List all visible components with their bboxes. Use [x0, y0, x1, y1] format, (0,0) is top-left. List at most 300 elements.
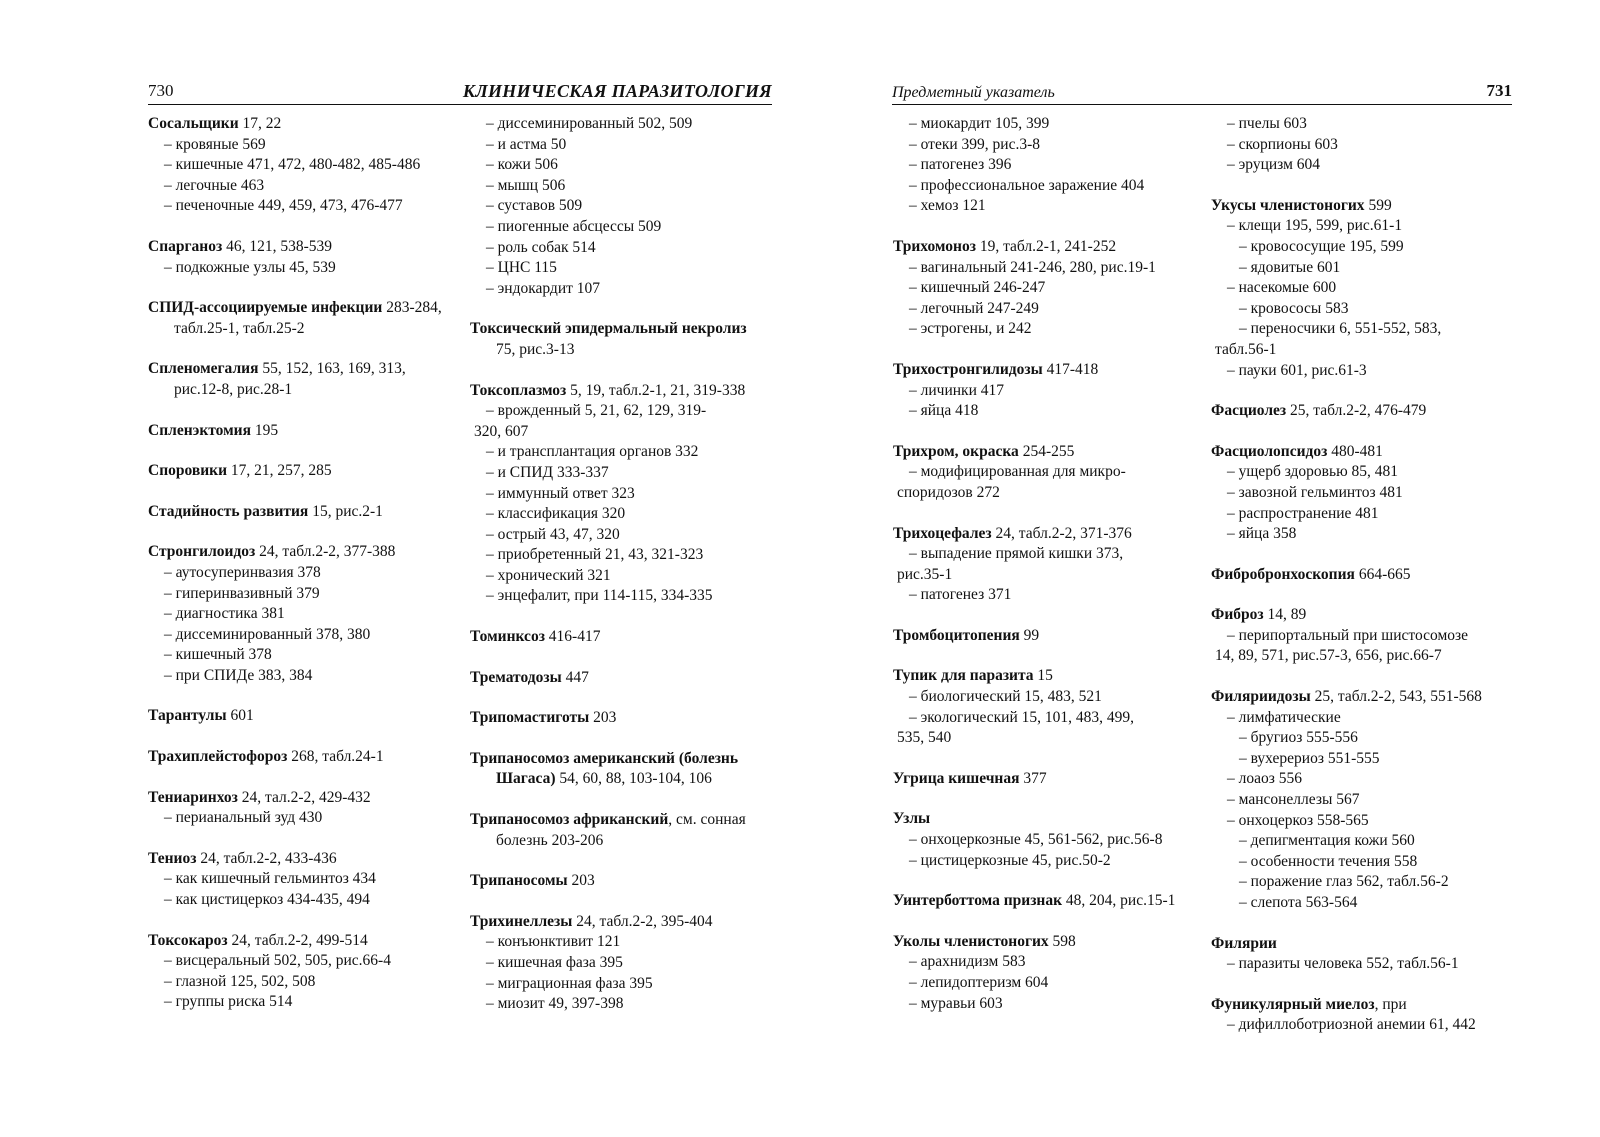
index-entry	[148, 359, 448, 400]
index-subentry	[148, 135, 448, 156]
index-subentry	[470, 279, 760, 300]
index-subentry-text: – глазной 125, 502, 508	[164, 972, 316, 990]
index-refs: 283-284, табл.25-1, табл.25-2	[174, 299, 442, 337]
index-heading	[148, 237, 448, 258]
index-refs: 599	[1364, 196, 1392, 214]
index-subentry	[148, 890, 448, 911]
index-subentry-text: – миграционная фаза 395	[486, 974, 653, 992]
index-heading	[1211, 934, 1511, 955]
index-term: Тениоз	[148, 849, 197, 867]
index-heading	[893, 360, 1193, 381]
index-subentry	[148, 869, 448, 890]
index-subentry-text: споридозов 272	[897, 483, 1000, 501]
index-subentry-text: – роль собак 514	[486, 238, 596, 256]
index-subentry-text: табл.56-1	[1215, 340, 1277, 358]
index-term: Трипаносомы	[470, 872, 568, 890]
index-subentry-text: – лепидоптеризм 604	[909, 974, 1049, 991]
index-subentry	[1211, 852, 1511, 873]
index-subentry	[470, 176, 760, 197]
index-term: Фасциолопсидоз	[1211, 442, 1328, 460]
index-term: СПИД-ассоциируемые инфекции	[148, 299, 383, 317]
index-entry	[148, 461, 448, 482]
index-heading	[148, 788, 448, 809]
index-term: Фиброз	[1211, 606, 1264, 624]
index-refs: 48, 204, рис.15-1	[1062, 892, 1176, 910]
index-term: Филяриидозы	[1211, 688, 1311, 706]
index-entry	[893, 769, 1193, 790]
index-subentry	[1211, 524, 1511, 545]
index-term: Сосальщики	[148, 115, 239, 132]
index-entry	[470, 381, 760, 608]
index-subentry	[148, 155, 448, 176]
index-heading	[148, 542, 448, 563]
index-subentry	[470, 504, 760, 525]
index-heading	[148, 747, 448, 768]
index-subentry-text: – онхоцеркоз 558-565	[1227, 811, 1369, 829]
index-term: Тромбоцитопения	[893, 626, 1020, 644]
index-subentry-text: – кожи 506	[486, 156, 558, 174]
index-heading	[893, 626, 1193, 647]
index-subentry-text: – миозит 49, 397-398	[486, 995, 624, 1013]
index-subentry	[1211, 299, 1511, 320]
index-subentry-text: – мансонеллезы 567	[1227, 791, 1360, 809]
index-heading	[893, 524, 1193, 545]
index-subentry-text: – хемоз 121	[909, 197, 986, 215]
index-entry	[148, 298, 448, 339]
index-subentry-text: – переносчики 6, 551-552, 583,	[1239, 320, 1442, 338]
index-subentry	[470, 932, 760, 953]
index-subentry	[1211, 216, 1511, 237]
index-refs: 417-418	[1042, 360, 1099, 378]
index-entry	[1211, 605, 1511, 667]
index-term: Филярии	[1211, 934, 1277, 952]
index-term: Тарантулы	[148, 707, 227, 725]
index-subentry-text: – распространение 481	[1227, 504, 1379, 522]
index-term: Споровики	[148, 462, 228, 480]
index-subentry	[893, 994, 1193, 1015]
index-refs: 24, табл.2-2, 433-436	[196, 849, 337, 867]
index-subentry	[893, 851, 1193, 872]
index-subentry-text: – яйца 358	[1227, 525, 1297, 543]
index-entry	[470, 668, 760, 689]
index-subentry-text: – и трансплантация органов 332	[486, 443, 699, 461]
index-heading	[893, 891, 1193, 912]
index-subentry	[893, 258, 1193, 279]
index-subentry-text: – суставов 509	[486, 197, 583, 215]
index-subentry-text: – эндокардит 107	[486, 279, 601, 297]
page-number: 731	[1486, 81, 1512, 100]
index-subentry-text: – дифиллоботриозной анемии 61, 442	[1227, 1016, 1476, 1034]
index-refs: 54, 60, 88, 103-104, 106	[555, 770, 712, 788]
index-subentry	[1211, 626, 1511, 647]
index-subentry-text: – энцефалит, при 114-115, 334-335	[486, 587, 713, 605]
index-refs: 195	[251, 421, 279, 439]
index-subentry-text: – и СПИД 333-337	[486, 463, 609, 481]
index-heading	[148, 298, 448, 339]
index-term: Фибробронхоскопия	[1211, 565, 1355, 583]
index-entry	[893, 237, 1193, 340]
index-refs: 25, табл.2-2, 543, 551-568	[1310, 688, 1482, 706]
index-refs: 268, табл.24-1	[287, 748, 384, 766]
index-subentry	[1211, 361, 1511, 382]
index-subentry-text: – и астма 50	[486, 135, 567, 153]
index-entry	[148, 747, 448, 768]
index-term: Трипомастиготы	[470, 709, 590, 727]
index-entry	[893, 932, 1193, 1014]
index-subentry	[148, 666, 448, 687]
index-heading	[1211, 442, 1511, 463]
index-subentry	[470, 566, 760, 587]
index-subentry	[1211, 728, 1511, 749]
index-subentry-text: – подкожные узлы 45, 539	[164, 258, 336, 276]
index-subentry-text: – лоаоз 556	[1227, 770, 1302, 788]
running-head: Предметный указатель	[892, 84, 1055, 101]
index-heading	[893, 442, 1193, 463]
index-heading	[893, 769, 1193, 790]
index-subentry	[470, 114, 760, 135]
index-subentry-text: – аутосуперинвазия 378	[164, 563, 321, 581]
index-subentry-text: – врожденный 5, 21, 62, 129, 319-	[486, 402, 707, 420]
index-heading	[148, 359, 448, 400]
index-subentry-text: – кровяные 569	[164, 135, 266, 153]
left-page	[0, 0, 790, 1137]
index-term: Трихром, окраска	[893, 442, 1019, 460]
index-subentry-text: рис.35-1	[897, 565, 953, 583]
index-subentry-text: – слепота 563-564	[1239, 894, 1358, 911]
index-subentry	[893, 708, 1193, 729]
index-subentry	[1211, 155, 1511, 176]
index-subentry	[1211, 319, 1511, 340]
index-heading	[470, 708, 760, 729]
index-subentry	[893, 585, 1193, 606]
index-subentry	[893, 973, 1193, 994]
index-heading	[1211, 995, 1511, 1016]
index-refs: 601	[226, 707, 254, 725]
index-subentry	[148, 604, 448, 625]
index-entry	[470, 871, 760, 892]
index-subentry-text: – экологический 15, 101, 483, 499,	[909, 708, 1135, 726]
index-subentry	[148, 584, 448, 605]
index-subentry	[893, 830, 1193, 851]
right-page-header	[892, 74, 1512, 105]
index-term: Спленэктомия	[148, 421, 251, 439]
index-subentry-text: – цистицеркозные 45, рис.50-2	[909, 851, 1111, 869]
index-continuation	[1211, 340, 1511, 361]
index-subentry-text: – особенности течения 558	[1239, 852, 1418, 870]
index-subentry	[470, 994, 760, 1015]
index-subentry-text: – кровососы 583	[1239, 299, 1349, 317]
index-entry	[148, 114, 448, 217]
index-subentry-text: – классификация 320	[486, 505, 626, 523]
index-subentry	[893, 952, 1193, 973]
index-refs: 25, табл.2-2, 476-479	[1286, 402, 1427, 420]
index-heading	[1211, 196, 1511, 217]
index-subentry	[893, 401, 1193, 422]
index-subentry-text: – яйца 418	[909, 402, 979, 420]
index-subentry-text: – кишечный 378	[164, 646, 272, 664]
index-subentry	[893, 381, 1193, 402]
index-subentry-text: – клещи 195, 599, рис.61-1	[1227, 217, 1403, 235]
index-entry	[470, 810, 760, 851]
index-entry	[1211, 565, 1511, 586]
index-subentry	[1211, 872, 1511, 893]
index-refs: 203	[567, 872, 595, 890]
index-subentry	[470, 217, 760, 238]
index-subentry-text: – ЦНС 115	[486, 259, 557, 277]
index-subentry-text: – конъюнктивит 121	[486, 933, 621, 951]
index-subentry	[148, 808, 448, 829]
index-refs: 46, 121, 538-539	[222, 237, 332, 255]
index-entry	[470, 319, 760, 360]
index-heading	[1211, 605, 1511, 626]
index-continuation	[893, 728, 1193, 749]
index-term: Уинтерботтома признак	[893, 892, 1063, 910]
index-entry	[470, 749, 760, 790]
index-continuation	[1211, 646, 1511, 667]
index-subentry-text: – бругиоз 555-556	[1239, 729, 1358, 747]
index-subentry-text: – поражение глаз 562, табл.56-2	[1239, 873, 1449, 891]
index-subentry-text: – гиперинвазивный 379	[164, 584, 320, 602]
index-heading	[470, 668, 760, 689]
index-continuation	[470, 422, 760, 443]
index-subentry-text: 14, 89, 571, рис.57-3, 656, рис.66-7	[1215, 647, 1442, 665]
index-subentry-text: – как цистицеркоз 434-435, 494	[164, 891, 370, 909]
index-subentry-text: 320, 607	[474, 422, 529, 440]
index-subentry-text: – отеки 399, рис.3-8	[909, 135, 1040, 153]
index-entry	[893, 114, 1193, 217]
index-subentry-text: – как кишечный гельминтоз 434	[164, 870, 376, 888]
index-subentry-text: – патогенез 371	[909, 586, 1012, 604]
index-entry	[470, 627, 760, 648]
index-heading	[470, 627, 760, 648]
index-subentry	[893, 687, 1193, 708]
index-subentry-text: – вагинальный 241-246, 280, рис.19-1	[909, 258, 1156, 276]
index-refs: 377	[1019, 769, 1047, 787]
index-subentry-text: – ядовитые 601	[1239, 258, 1341, 276]
index-entry	[893, 626, 1193, 647]
index-subentry-text: – кишечная фаза 395	[486, 954, 623, 971]
index-subentry	[1211, 790, 1511, 811]
index-subentry	[470, 442, 760, 463]
index-subentry	[470, 484, 760, 505]
index-refs: , см. сонная болезнь 203-206	[496, 811, 746, 849]
index-term: Угрица кишечная	[893, 769, 1020, 787]
index-subentry-text: – диссеминированный 502, 509	[486, 115, 693, 132]
index-subentry-text: – легочный 247-249	[909, 299, 1039, 317]
index-subentry	[148, 645, 448, 666]
index-term: Трихомоноз	[893, 237, 976, 255]
index-subentry	[148, 972, 448, 993]
index-subentry	[893, 135, 1193, 156]
index-subentry-text: – модифицированная для микро-	[909, 463, 1126, 481]
index-subentry	[1211, 114, 1511, 135]
index-heading	[470, 381, 760, 402]
index-subentry-text: – печеночные 449, 459, 473, 476-477	[164, 197, 403, 215]
index-term: Укусы членистоногих	[1211, 196, 1365, 214]
index-subentry-text: 535, 540	[897, 729, 952, 747]
index-refs: 15, рис.2-1	[308, 502, 383, 520]
index-heading	[1211, 401, 1511, 422]
index-subentry-text: – онхоцеркозные 45, 561-562, рис.56-8	[909, 831, 1163, 849]
index-entry	[893, 891, 1193, 912]
index-subentry	[1211, 483, 1511, 504]
index-subentry-text: – кровососущие 195, 599	[1239, 237, 1404, 255]
index-entry	[148, 237, 448, 278]
index-subentry-text: – мышц 506	[486, 176, 566, 194]
index-entry	[1211, 196, 1511, 381]
index-term: Токсический эпидермальный некролиз	[470, 320, 747, 338]
index-subentry-text: – легочные 463	[164, 176, 265, 194]
index-subentry	[148, 196, 448, 217]
index-subentry	[1211, 831, 1511, 852]
index-subentry	[1211, 811, 1511, 832]
index-term: Узлы	[893, 810, 931, 828]
index-refs: 17, 22	[238, 115, 282, 132]
index-heading	[470, 912, 760, 933]
index-entry	[893, 524, 1193, 606]
index-heading	[148, 706, 448, 727]
index-term: Томинксоз	[470, 628, 545, 646]
index-column-1	[148, 114, 448, 1033]
index-subentry-text: – патогенез 396	[909, 156, 1012, 174]
index-subentry-text: – лимфатические	[1227, 708, 1341, 726]
index-entry	[1211, 114, 1511, 176]
index-term: Трахиплейстофороз	[148, 748, 288, 766]
index-subentry-text: – личинки 417	[909, 381, 1004, 399]
right-page	[790, 0, 1600, 1137]
index-subentry	[470, 401, 760, 422]
index-term: Тупик для паразита	[893, 667, 1034, 685]
index-refs: 55, 152, 163, 169, 313, рис.12-8, рис.28-1	[174, 360, 406, 398]
index-refs: 14, 89	[1263, 606, 1307, 624]
index-subentry	[1211, 708, 1511, 729]
index-refs: 24, табл.2-2, 377-388	[255, 543, 396, 561]
index-subentry	[470, 258, 760, 279]
index-entry	[1211, 401, 1511, 422]
index-subentry-text: – пчелы 603	[1227, 115, 1307, 132]
index-subentry-text: – при СПИДе 383, 384	[164, 666, 313, 684]
index-refs: 5, 19, табл.2-1, 21, 319-338	[566, 381, 746, 399]
index-term: Трематодозы	[470, 668, 562, 686]
index-refs: 19, табл.2-1, 241-252	[975, 237, 1117, 255]
index-heading	[893, 237, 1193, 258]
index-heading	[470, 749, 760, 790]
index-entry	[893, 666, 1193, 748]
index-term: Спарганоз	[148, 237, 223, 255]
index-refs: 24, тал.2-2, 429-432	[237, 788, 371, 806]
index-subentry-text: – эстрогены, и 242	[909, 320, 1032, 338]
index-subentry-text: – хронический 321	[486, 566, 611, 584]
index-subentry	[893, 176, 1193, 197]
index-term: Трипаносомоз американский (болезнь Шагаса)	[470, 749, 739, 788]
index-term: Тениаринхоз	[148, 788, 238, 806]
index-refs: 24, табл.2-2, 371-376	[991, 524, 1132, 542]
index-subentry	[470, 238, 760, 259]
index-subentry-text: – кишечные 471, 472, 480-482, 485-486	[164, 156, 421, 174]
index-subentry-text: – выпадение прямой кишки 373,	[909, 545, 1124, 563]
index-heading	[148, 114, 448, 135]
index-subentry	[893, 196, 1193, 217]
index-heading	[893, 809, 1193, 830]
index-subentry	[148, 258, 448, 279]
index-entry	[893, 809, 1193, 871]
index-subentry	[1211, 769, 1511, 790]
index-entry	[470, 912, 760, 1015]
index-column-2	[470, 114, 760, 1035]
index-term: Токсоплазмоз	[470, 381, 567, 399]
index-refs: 447	[561, 668, 589, 686]
index-heading	[893, 932, 1193, 953]
index-subentry	[1211, 1015, 1511, 1036]
index-term: Стадийность развития	[148, 502, 309, 520]
index-term: Уколы членистоногих	[893, 932, 1049, 950]
index-refs: 99	[1019, 626, 1040, 644]
index-subentry	[1211, 135, 1511, 156]
index-subentry	[1211, 954, 1511, 975]
index-refs: 17, 21, 257, 285	[227, 462, 332, 480]
index-heading	[893, 666, 1193, 687]
index-subentry-text: – биологический 15, 483, 521	[909, 688, 1102, 706]
index-refs: 24, табл.2-2, 395-404	[572, 912, 713, 930]
index-heading	[470, 871, 760, 892]
index-subentry-text: – пауки 601, рис.61-3	[1227, 361, 1367, 379]
index-subentry	[470, 525, 760, 546]
index-subentry-text: – перианальный зуд 430	[164, 809, 323, 827]
index-heading	[148, 461, 448, 482]
index-subentry	[1211, 749, 1511, 770]
index-subentry	[470, 155, 760, 176]
index-term: Трихинеллезы	[470, 912, 573, 930]
index-subentry	[893, 278, 1193, 299]
index-term: Трихостронгилидозы	[893, 360, 1043, 378]
index-subentry	[470, 135, 760, 156]
index-subentry-text: – профессиональное заражение 404	[909, 176, 1145, 194]
index-entry	[893, 442, 1193, 504]
index-subentry	[893, 544, 1193, 565]
index-subentry	[470, 463, 760, 484]
index-subentry	[470, 974, 760, 995]
index-subentry	[893, 462, 1193, 483]
index-term: Фуникулярный миелоз	[1211, 995, 1375, 1013]
index-subentry	[893, 114, 1193, 135]
index-subentry-text: – висцеральный 502, 505, рис.66-4	[164, 952, 391, 970]
index-subentry-text: – группы риска 514	[164, 993, 293, 1011]
index-subentry	[470, 586, 760, 607]
index-refs: 75, рис.3-13	[496, 340, 575, 358]
index-refs: 15	[1033, 667, 1053, 685]
index-entry	[1211, 442, 1511, 545]
index-subentry	[148, 625, 448, 646]
index-subentry	[1211, 462, 1511, 483]
index-subentry	[893, 319, 1193, 340]
index-subentry-text: – ущерб здоровью 85, 481	[1227, 463, 1399, 481]
index-entry	[148, 502, 448, 523]
index-entry	[1211, 995, 1511, 1036]
index-refs: , при	[1374, 995, 1407, 1013]
index-entry	[148, 542, 448, 686]
index-heading	[1211, 565, 1511, 586]
index-subentry	[148, 176, 448, 197]
index-entry	[470, 708, 760, 729]
index-refs: 254-255	[1018, 442, 1075, 460]
index-term: Трихоцефалез	[893, 524, 992, 542]
index-subentry	[470, 545, 760, 566]
index-continuation	[893, 483, 1193, 504]
index-subentry-text: – муравьи 603	[909, 994, 1003, 1012]
index-refs: 664-665	[1354, 565, 1411, 583]
index-subentry-text: – приобретенный 21, 43, 321-323	[486, 546, 704, 564]
index-term: Спленомегалия	[148, 360, 259, 378]
